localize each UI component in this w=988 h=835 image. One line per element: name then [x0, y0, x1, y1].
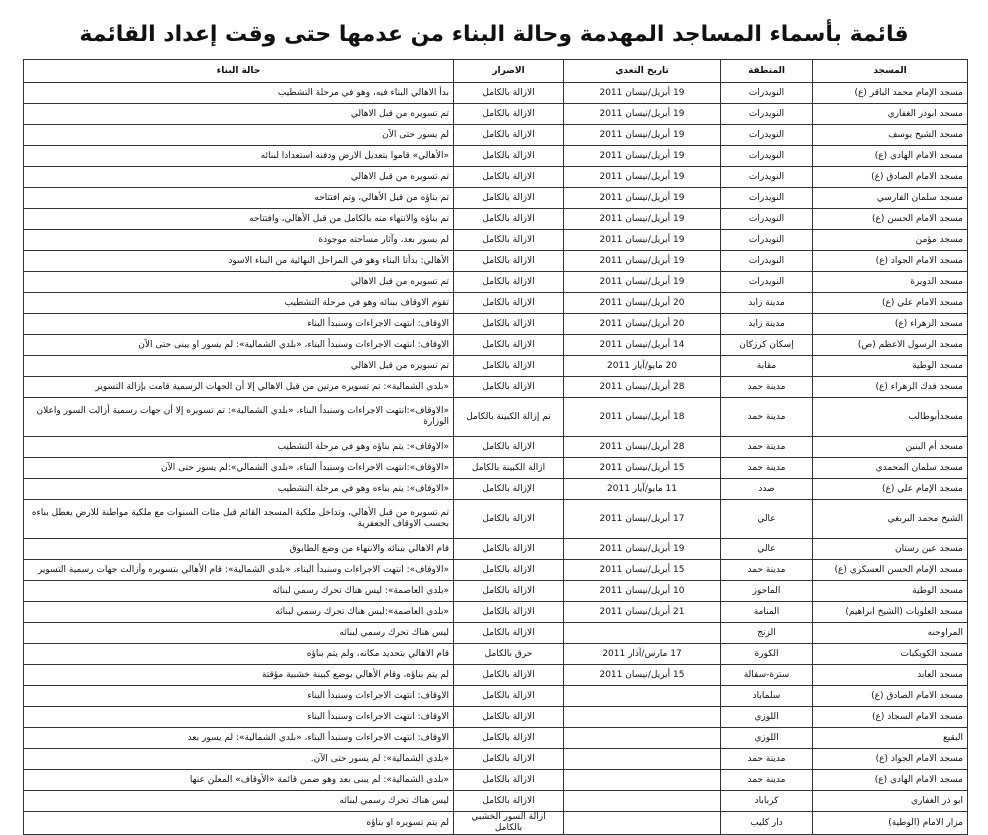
cell-date	[564, 791, 721, 812]
cell-status: الاوقاف: انتهت الاجراءات وسنبدأ البناء، «بلدي الشمالية»: لم يسور بعد	[24, 728, 454, 749]
cell-status: تم تسويره من قبل الاهالي	[24, 167, 454, 188]
cell-mosque: البقيع	[813, 728, 968, 749]
table-row	[24, 644, 968, 665]
cell-damage: الازالة بالكامل	[454, 707, 564, 728]
cell-damage: الازالة بالكامل	[454, 314, 564, 335]
cell-mosque: المراوحنه	[813, 623, 968, 644]
cell-status: «الاوقاف»:انتهت الاجراءات وسنبدأ البناء، «بلدي الشمالي»:لم يسور حتى الآن	[24, 458, 454, 479]
cell-damage: الإزالة بالكامل	[454, 479, 564, 500]
cell-date: 10 أبريل/نيسان 2011	[564, 581, 721, 602]
cell-region: النويدرات	[721, 167, 813, 188]
cell-date	[564, 770, 721, 791]
table-row	[24, 251, 968, 272]
table-row	[24, 167, 968, 188]
cell-date: 19 أبريل/نيسان 2011	[564, 272, 721, 293]
cell-damage: الازالة بالكامل	[454, 377, 564, 398]
cell-status: الاوقاف: انتهت الاجراءات وسنبدأ البناء	[24, 707, 454, 728]
cell-mosque: مزار الامام (الوطية)	[813, 812, 968, 835]
cell-mosque: مسجد الدويرة	[813, 272, 968, 293]
cell-date: 19 أبريل/نيسان 2011	[564, 104, 721, 125]
cell-status: قام الاهالي بتحديد مكانه، ولم يتم بناؤه	[24, 644, 454, 665]
table-row	[24, 749, 968, 770]
cell-date	[564, 812, 721, 835]
cell-mosque: الشيخ محمد البربغي	[813, 500, 968, 539]
cell-mosque: مسجد مؤمن	[813, 230, 968, 251]
cell-date: 15 أبريل/نيسان 2011	[564, 560, 721, 581]
cell-damage: الازالة بالكامل	[454, 437, 564, 458]
cell-region: النويدرات	[721, 104, 813, 125]
cell-status: ليس هناك تحرك رسمي لبنائه	[24, 791, 454, 812]
header-mosque: المسجد	[813, 60, 968, 83]
cell-date: 19 أبريل/نيسان 2011	[564, 251, 721, 272]
table-row	[24, 314, 968, 335]
cell-damage: الازالة بالكامل	[454, 293, 564, 314]
table-row	[24, 437, 968, 458]
cell-damage: الازالة بالكامل	[454, 665, 564, 686]
table-row	[24, 230, 968, 251]
cell-damage: الازالة بالكامل	[454, 230, 564, 251]
cell-region: دار كليب	[721, 812, 813, 835]
table-row	[24, 188, 968, 209]
cell-mosque: مسجد الامام الصادق (ع)	[813, 686, 968, 707]
cell-region: الكورة	[721, 644, 813, 665]
cell-damage: الازالة بالكامل	[454, 251, 564, 272]
cell-status: «الاوقاف»: انتهت الاجراءات وسنبدأ البناء، «بلدي الشمالية»: قام الأهالي بتسويره وأزالت جهات رسمية التسوير	[24, 560, 454, 581]
cell-damage: الازالة بالكامل	[454, 749, 564, 770]
cell-mosque: ابو ذر الغفاري	[813, 791, 968, 812]
cell-date: 14 أبريل/نيسان 2011	[564, 335, 721, 356]
cell-status: «الاوقاف»:انتهت الاجراءات وسنبدأ البناء، «بلدي الشمالية»: تم تسويره إلا أن جهات رسمية أزالت السور واعلان الوزارة	[24, 398, 454, 437]
cell-date: 18 أبريل/نيسان 2011	[564, 398, 721, 437]
cell-region: المنامة	[721, 602, 813, 623]
cell-date: 17 مارس/آذار 2011	[564, 644, 721, 665]
cell-region: سترة-سفالة	[721, 665, 813, 686]
cell-mosque: مسجد الامام علي (ع)	[813, 293, 968, 314]
cell-mosque: مسجد سلمان الفارسي	[813, 188, 968, 209]
cell-mosque: مسجد أم البنين	[813, 437, 968, 458]
cell-mosque: مسجد الامام الجواد (ع)	[813, 251, 968, 272]
cell-status: لم يتم تسويره او بناؤه	[24, 812, 454, 835]
cell-status: بدأ الاهالي البناء فيه، وهو في مرحلة التشطيب	[24, 83, 454, 104]
cell-mosque: مسجد الامام الصادق (ع)	[813, 167, 968, 188]
cell-date: 19 أبريل/نيسان 2011	[564, 209, 721, 230]
cell-region: الماحوز	[721, 581, 813, 602]
cell-mosque: مسجد الامام الجواد (ع)	[813, 749, 968, 770]
cell-date: 28 أبريل/نيسان 2011	[564, 377, 721, 398]
cell-damage: الازالة بالكامل	[454, 623, 564, 644]
cell-status: الأهالي: بدأنا البناء وهو في المراحل النهائية من البناء الاسود	[24, 251, 454, 272]
cell-damage: الازالة بالكامل	[454, 791, 564, 812]
table-row	[24, 665, 968, 686]
cell-status: تم تسويره من قبل الاهالي	[24, 104, 454, 125]
cell-date	[564, 749, 721, 770]
cell-date: 17 أبريل/نيسان 2011	[564, 500, 721, 539]
cell-date: 15 أبريل/نيسان 2011	[564, 458, 721, 479]
cell-region: النويدرات	[721, 251, 813, 272]
cell-region: اللوزي	[721, 728, 813, 749]
cell-region: عالي	[721, 539, 813, 560]
cell-date: 19 أبريل/نيسان 2011	[564, 125, 721, 146]
cell-status: «الاوقاف»: يتم بناءه وهو في مرحلة التشطيب	[24, 479, 454, 500]
cell-date: 28 أبريل/نيسان 2011	[564, 437, 721, 458]
cell-region: الزنج	[721, 623, 813, 644]
table-row	[24, 602, 968, 623]
cell-mosque: مسجد الامام الحسن (ع)	[813, 209, 968, 230]
cell-mosque: مسجد العلويات (الشيخ ابراهيم)	[813, 602, 968, 623]
cell-status: تم بناؤه من قبل الأهالي، وتم افتتاحه	[24, 188, 454, 209]
cell-region: النويدرات	[721, 83, 813, 104]
table-body	[24, 83, 968, 835]
cell-status: لم يسور حتى الآن	[24, 125, 454, 146]
cell-damage: الازالة بالكامل	[454, 272, 564, 293]
table-row	[24, 581, 968, 602]
cell-region: مدينة حمد	[721, 458, 813, 479]
cell-damage: الازالة بالكامل	[454, 335, 564, 356]
cell-region: كرباباد	[721, 791, 813, 812]
cell-date	[564, 707, 721, 728]
cell-status: الاوقاف: انتهت الاجراءات وسنبدأ البناء، «بلدي الشمالية»: لم يسور او يبنى حتى الآن	[24, 335, 454, 356]
table-row	[24, 458, 968, 479]
cell-damage: الازالة بالكامل	[454, 125, 564, 146]
cell-date: 19 أبريل/نيسان 2011	[564, 83, 721, 104]
cell-status: تم تسويره من قبل الاهالي	[24, 356, 454, 377]
cell-status: تقوم الاوقاف ببنائه وهو في مرحلة التشطيب	[24, 293, 454, 314]
cell-status: «بلدي الشمالية»: لم يسور حتى الآن.	[24, 749, 454, 770]
cell-damage: الازالة بالكامل	[454, 686, 564, 707]
mosques-table-container	[23, 59, 967, 835]
cell-damage: الازالة بالكامل	[454, 560, 564, 581]
cell-date: 20 مايو/آيار 2011	[564, 356, 721, 377]
header-date: تاريخ التعدي	[564, 60, 721, 83]
table-row	[24, 209, 968, 230]
cell-date: 21 أبريل/نيسان 2011	[564, 602, 721, 623]
cell-region: صدد	[721, 479, 813, 500]
cell-damage: الازالة بالكامل	[454, 146, 564, 167]
table-row	[24, 272, 968, 293]
table-row	[24, 125, 968, 146]
cell-status: الاوقاف: انتهت الاجراءات وسنبدأ البناء	[24, 314, 454, 335]
cell-mosque: مسجد الامام الهادي (ع)	[813, 770, 968, 791]
cell-status: قام الاهالي ببنائه والانتهاء من وضع الطابوق	[24, 539, 454, 560]
cell-damage: الازالة بالكامل	[454, 209, 564, 230]
cell-damage: ازالة السور الخشبي بالكامل	[454, 812, 564, 835]
cell-region: إسكان كرزكان	[721, 335, 813, 356]
table-row	[24, 398, 968, 437]
cell-region: مدينة حمد	[721, 377, 813, 398]
table-row	[24, 539, 968, 560]
cell-region: مدينة زايد	[721, 293, 813, 314]
cell-date	[564, 623, 721, 644]
table-row	[24, 335, 968, 356]
cell-mosque: مسجد الإمام محمد الباقر (ع)	[813, 83, 968, 104]
cell-date: 19 أبريل/نيسان 2011	[564, 146, 721, 167]
cell-damage: الازالة بالكامل	[454, 356, 564, 377]
cell-mosque: مسجد الامام الهادي (ع)	[813, 146, 968, 167]
cell-date: 19 أبريل/نيسان 2011	[564, 539, 721, 560]
cell-date	[564, 686, 721, 707]
table-row	[24, 293, 968, 314]
cell-region: مدينة حمد	[721, 398, 813, 437]
table-row	[24, 791, 968, 812]
cell-mosque: مسجد الكويكبات	[813, 644, 968, 665]
cell-status: تم تسويره من قبل الاهالي	[24, 272, 454, 293]
cell-mosque: مسجد فدك الزهراء (ع)	[813, 377, 968, 398]
table-row	[24, 104, 968, 125]
cell-damage: الازالة بالكامل	[454, 770, 564, 791]
table-row	[24, 686, 968, 707]
table-row	[24, 377, 968, 398]
cell-status: «بلدي العاصمة»: ليس هناك تحرك رسمي لبنائه	[24, 581, 454, 602]
table-row	[24, 500, 968, 539]
page-title: قائمة بأسماء المساجد المهدمة وحالة البناء من عدمها حتى وقت إعداد القائمة	[79, 22, 909, 47]
cell-mosque: مسجد الزهراء (ع)	[813, 314, 968, 335]
cell-region: النويدرات	[721, 230, 813, 251]
cell-status: «الاوقاف»: يتم بناؤه وهو في مرحلة التشطيب	[24, 437, 454, 458]
cell-date: 19 أبريل/نيسان 2011	[564, 167, 721, 188]
cell-mosque: مسجد الشيخ يوسف	[813, 125, 968, 146]
cell-status: تم تسويره من قبل الأهالي، وتداخل ملكية المسجد القائم قبل مئات السنوات مع ملكية مواطنة للارض يعطل بناءه بحسب الاوقاف الجعفرية	[24, 500, 454, 539]
cell-mosque: مسجد الإمام علي (ع)	[813, 479, 968, 500]
cell-mosque: مسجد العابد	[813, 665, 968, 686]
cell-status: تم بناؤه والانتهاء منه بالكامل من قبل الأهالي، وافتتاحه	[24, 209, 454, 230]
cell-region: مدينة حمد	[721, 770, 813, 791]
cell-region: عالي	[721, 500, 813, 539]
cell-region: مدينة حمد	[721, 560, 813, 581]
cell-region: النويدرات	[721, 209, 813, 230]
cell-status: ليس هناك تحرك رسمي لبنائه	[24, 623, 454, 644]
cell-status: «الأهالي» قاموا بتعديل الارض ودفنه استعدادا لبنائه	[24, 146, 454, 167]
table-row	[24, 479, 968, 500]
table-row	[24, 560, 968, 581]
table-row	[24, 356, 968, 377]
cell-damage: الازالة بالكامل	[454, 188, 564, 209]
cell-date: 20 أبريل/نيسان 2011	[564, 314, 721, 335]
cell-mosque: مسجد الإمام الحسن العسكري (ع)	[813, 560, 968, 581]
table-header-row	[24, 60, 968, 83]
header-region: المنطقة	[721, 60, 813, 83]
table-row	[24, 812, 968, 835]
cell-date: 11 مايو/آيار 2011	[564, 479, 721, 500]
cell-mosque: مسجد عين رستان	[813, 539, 968, 560]
cell-date: 19 أبريل/نيسان 2011	[564, 188, 721, 209]
cell-region: سلماباد	[721, 686, 813, 707]
cell-region: مقابة	[721, 356, 813, 377]
cell-mosque: مسجد سلمان المحمدي	[813, 458, 968, 479]
cell-mosque: مسجدأبوطالب	[813, 398, 968, 437]
cell-damage: الازالة بالكامل	[454, 602, 564, 623]
table-row	[24, 623, 968, 644]
cell-status: لم يسور بعد، وآثار مساحته موجودة	[24, 230, 454, 251]
header-status: حالة البناء	[24, 60, 454, 83]
cell-mosque: مسجد ابوذر الغفاري	[813, 104, 968, 125]
table-row	[24, 707, 968, 728]
cell-mosque: مسجد الامام السجاد (ع)	[813, 707, 968, 728]
cell-region: اللوزي	[721, 707, 813, 728]
cell-damage: تم إزالة الكبينة بالكامل	[454, 398, 564, 437]
cell-damage: الازالة بالكامل	[454, 581, 564, 602]
table-row	[24, 728, 968, 749]
table-row	[24, 146, 968, 167]
cell-status: «بلدي العاصمة»:ليس هناك تحرك رسمي لبنائه	[24, 602, 454, 623]
cell-status: «بلدي الشمالية»: تم تسويره مرتين من قبل الاهالي إلا أن الجهات الرسمية قامت بإزالة التسوير	[24, 377, 454, 398]
cell-region: مدينة حمد	[721, 749, 813, 770]
cell-region: مدينة زايد	[721, 314, 813, 335]
cell-region: النويدرات	[721, 146, 813, 167]
cell-date: 20 أبريل/نيسان 2011	[564, 293, 721, 314]
cell-region: النويدرات	[721, 272, 813, 293]
cell-damage: ازالة الكبينة بالكامل	[454, 458, 564, 479]
cell-mosque: مسجد الرسول الاعظم (ص)	[813, 335, 968, 356]
cell-damage: الازالة بالكامل	[454, 167, 564, 188]
table-row	[24, 83, 968, 104]
cell-date: 19 أبريل/نيسان 2011	[564, 230, 721, 251]
cell-damage: الازالة بالكامل	[454, 728, 564, 749]
cell-date	[564, 728, 721, 749]
cell-damage: الازالة بالكامل	[454, 83, 564, 104]
mosques-table	[23, 59, 968, 835]
cell-status: الاوقاف: انتهت الاجراءات وسنبدأ البناء	[24, 686, 454, 707]
table-row	[24, 770, 968, 791]
header-damage: الاضرار	[454, 60, 564, 83]
cell-status: لم يتم بناؤه، وقام الأهالي بوضع كبينة خشبية مؤقتة	[24, 665, 454, 686]
cell-region: مدينة حمد	[721, 437, 813, 458]
cell-region: النويدرات	[721, 125, 813, 146]
cell-date: 15 أبريل/نيسان 2011	[564, 665, 721, 686]
cell-damage: الازالة بالكامل	[454, 500, 564, 539]
cell-mosque: مسجد الوطية	[813, 356, 968, 377]
cell-damage: الازالة بالكامل	[454, 104, 564, 125]
cell-mosque: مسجد الوطية	[813, 581, 968, 602]
cell-region: النويدرات	[721, 188, 813, 209]
cell-status: «بلدي الشمالية»: لم يبنى بعد وهو ضمن قائمة «الأوقاف» المعلن عنها	[24, 770, 454, 791]
cell-damage: الازالة بالكامل	[454, 539, 564, 560]
cell-damage: حرق بالكامل	[454, 644, 564, 665]
